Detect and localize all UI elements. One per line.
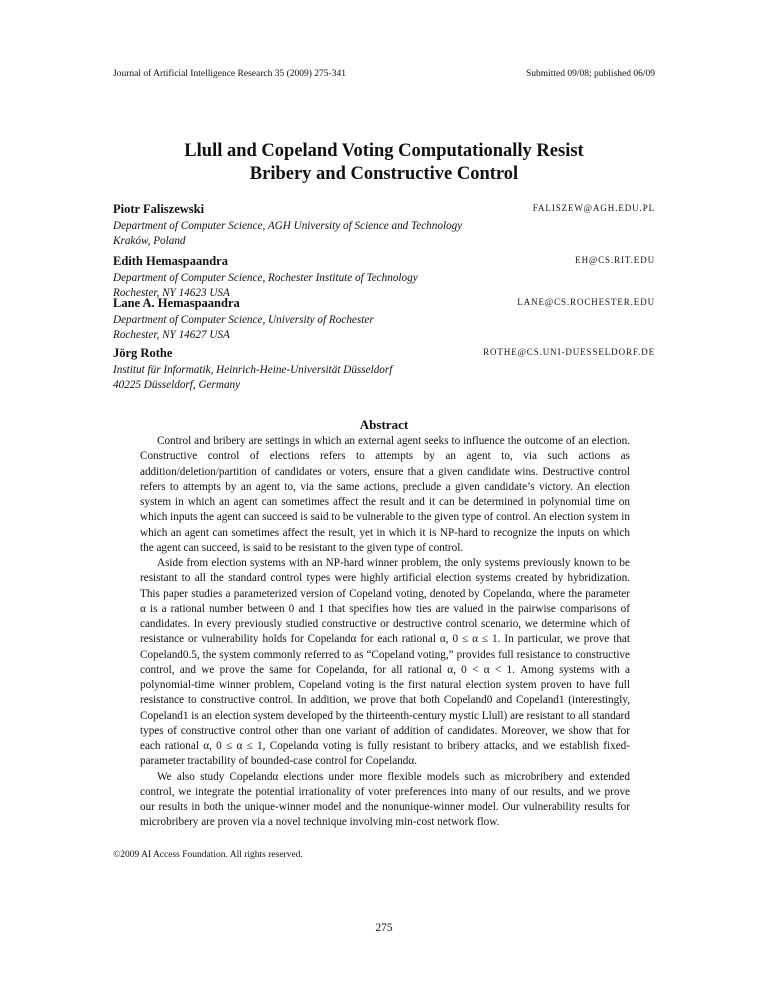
abstract-paragraph: Control and bribery are settings in which an external agent seeks to influence the outcome of an election. Constructive control of elections refers to attempts by an agent to, via such actions as addition/deletion/partition of candidates or voters, ensure that a given candidate wins. Destructive control refers to attempts by an agent to, via the same actions, preclude a given candidate’s victory. An election system in which an agent can sometimes affect the result and it can be determined in polynomial time on which inputs the agent can succeed is said to be vulnerable to the given type of control. An election system in which an agent can sometimes affect the result, yet in which it is NP-hard to recognize the inputs on which the agent can succeed, is said to be resistant to the given type of control. xyxy=(140,435,630,554)
author-name: Piotr Faliszewski xyxy=(113,202,205,216)
author-affiliation: Department of Computer Science, Rochester Institute of Technology xyxy=(113,272,418,284)
author-block xyxy=(113,202,655,249)
author-location: Rochester, NY 14627 USA xyxy=(113,329,230,341)
author-block xyxy=(113,296,655,343)
abstract-heading: Abstract xyxy=(359,417,409,432)
author-name: Jörg Rothe xyxy=(113,346,173,360)
page-number: 275 xyxy=(375,922,393,934)
author-email[interactable]: EH@CS.RIT.EDU xyxy=(575,255,655,265)
author-location: Kraków, Poland xyxy=(113,235,186,247)
abstract-paragraph: We also study Copelandα elections under more flexible models such as microbribery and extended control, we integrate the potential irrationality of voter preferences into many of our results, and we prove our results in both the unique-winner model and the nonunique-winner model. Our vulnerability results for microbribery are proven via a novel technique involving min-cost network flow. xyxy=(140,770,630,829)
submission-dates: Submitted 09/08; published 06/09 xyxy=(525,69,655,79)
author-email[interactable]: ROTHE@CS.UNI-DUESSELDORF.DE xyxy=(483,347,655,357)
author-affiliation: Institut für Informatik, Heinrich-Heine-Universität Düsseldorf xyxy=(113,364,393,376)
author-block xyxy=(113,254,655,301)
author-email[interactable]: FALISZEW@AGH.EDU.PL xyxy=(532,203,655,213)
abstract-paragraph: Aside from election systems with an NP-hard winner problem, the only systems previously known to be resistant to all the standard control types were highly artificial election systems created by hybridization. This paper studies a parameterized version of Copeland voting, denoted by Copelandα, where the parameter α is a rational number between 0 and 1 that specifies how ties are valued in the pairwise comparisons of candidates. In every previously studied constructive or destructive control scenario, we determine which of resistance or vulnerability holds for Copelandα for each rational α, 0 ≤ α ≤ 1. In particular, we prove that Copeland0.5, the system commonly referred to as “Copeland voting,” provides full resistance to constructive control, and we prove the same for Copelandα, for all rational α, 0 < α < 1. Among systems with a polynomial-time winner problem, Copeland voting is the first natural election system proven to have full resistance to constructive control. In addition, we prove that both Copeland0 and Copeland1 (interestingly, Copeland1 is an election system developed by the thirteenth-century mystic Llull) are resistant to all standard types of constructive control other than one variant of addition of candidates. Moreover, we show that for each rational α, 0 ≤ α ≤ 1, Copelandα voting is fully resistant to bribery attacks, and we establish fixed-parameter tractability of bounded-case control for Copelandα. xyxy=(140,557,630,768)
author-name: Lane A. Hemaspaandra xyxy=(113,296,240,310)
author-affiliation: Department of Computer Science, University of Rochester xyxy=(113,314,374,326)
journal-header: Journal of Artificial Intelligence Research 35 (2009) 275-341 xyxy=(113,69,346,79)
author-name: Edith Hemaspaandra xyxy=(113,254,228,268)
title-line-2: Bribery and Constructive Control xyxy=(249,164,519,184)
paper-title xyxy=(0,140,768,186)
author-location: 40225 Düsseldorf, Germany xyxy=(113,379,241,391)
copyright-notice: ©2009 AI Access Foundation. All rights reserved. xyxy=(113,850,303,860)
author-block xyxy=(113,346,655,393)
author-affiliation: Department of Computer Science, AGH University of Science and Technology xyxy=(113,220,463,232)
author-email[interactable]: LANE@CS.ROCHESTER.EDU xyxy=(517,297,655,307)
title-line-1: Llull and Copeland Voting Computationally Resist xyxy=(184,141,584,161)
abstract-body xyxy=(140,434,630,831)
author-location: Rochester, NY 14623 USA xyxy=(113,287,230,299)
